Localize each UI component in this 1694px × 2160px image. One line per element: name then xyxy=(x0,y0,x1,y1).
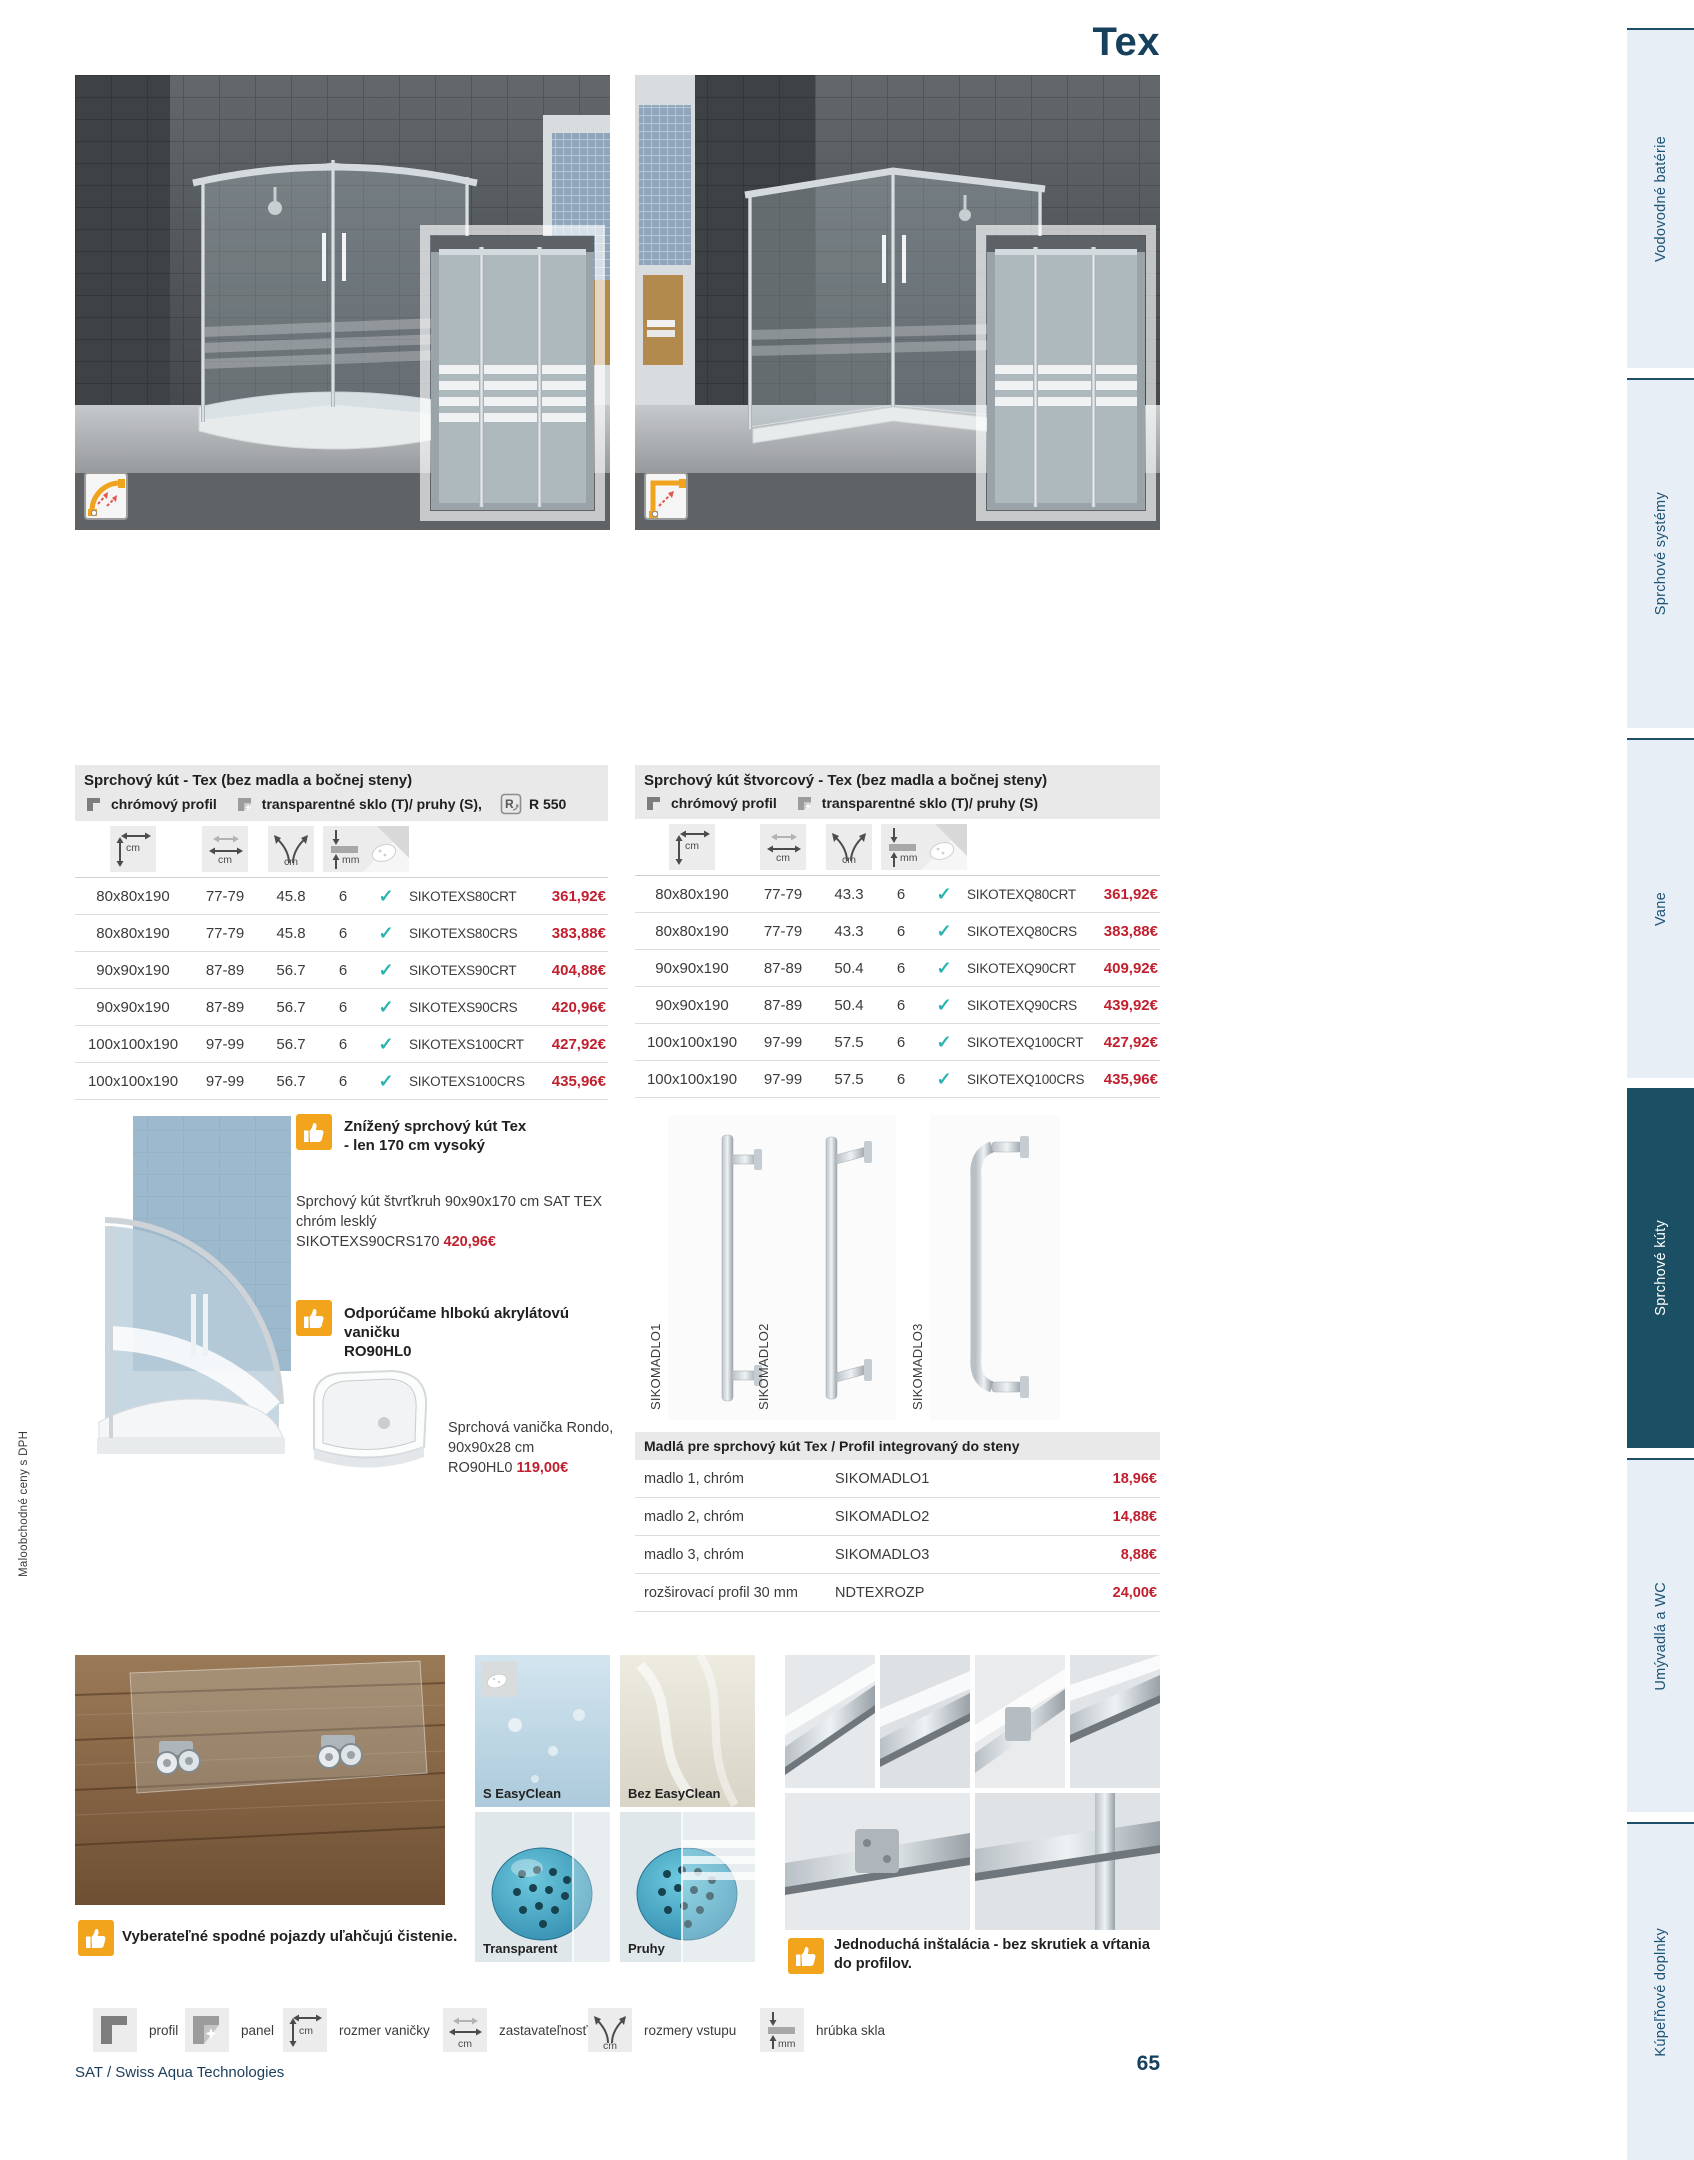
table-row xyxy=(75,878,608,915)
striped-glass-photo xyxy=(620,1812,755,1962)
promo-tray-heading: Odporúčame hlbokú akrylátovú vaničku RO90HL0 xyxy=(344,1305,570,1360)
easyclean-check: ✓ xyxy=(363,915,409,952)
product-code: SIKOTEXS80CRT xyxy=(409,878,531,915)
product-code: SIKOTEXQ90CRS xyxy=(967,987,1087,1024)
sidebar-tab-label: Vodovodné batérie xyxy=(1652,135,1669,263)
sidebar-tab-shower-enclosures-active[interactable] xyxy=(1627,1088,1694,1448)
legend-panel xyxy=(185,2008,274,2052)
inset-detail xyxy=(981,230,1151,516)
page-title: Tex xyxy=(1092,20,1160,64)
glass-thickness-icon: mm xyxy=(881,824,921,870)
table-row xyxy=(635,1574,1160,1612)
product-photo-square-shower xyxy=(635,75,1160,530)
product-code: SIKOTEXS100CRT xyxy=(409,1026,531,1063)
thickness-cell: 6 xyxy=(323,1063,363,1100)
table-block-square xyxy=(635,765,1160,1098)
tray-size-icon xyxy=(283,2008,327,2052)
profile-icon xyxy=(644,793,664,813)
product-code: SIKOTEXQ100CRT xyxy=(967,1024,1087,1061)
item-name: madlo 1, chróm xyxy=(635,1460,835,1498)
price: 361,92€ xyxy=(1087,876,1160,913)
item-name: rozširovací profil 30 mm xyxy=(635,1574,835,1612)
page-number: 65 xyxy=(1136,2052,1160,2075)
tray-size-icon: cm xyxy=(110,826,156,872)
legend-entry-size xyxy=(588,2008,736,2052)
size-cell: 100x100x190 xyxy=(635,1024,749,1061)
table-header xyxy=(75,765,608,821)
panel-icon xyxy=(235,794,255,814)
radius-icon xyxy=(500,793,522,815)
adjustability-cell: 77-79 xyxy=(749,876,817,913)
svg-text:cm: cm xyxy=(458,2038,472,2050)
sidebar-tab-washbasins-wc[interactable] xyxy=(1627,1458,1694,1812)
price: 427,92€ xyxy=(531,1026,608,1063)
easyclean-check: ✓ xyxy=(363,989,409,1026)
handles-table-block xyxy=(635,1432,1160,1612)
entry-cell: 43.3 xyxy=(817,913,881,950)
easyclean-without-label: Bez EasyClean xyxy=(628,1786,721,1801)
legend-tray-size xyxy=(283,2008,430,2052)
profile-detail-photo-4 xyxy=(1070,1655,1160,1788)
promo-short-body: Sprchový kút štvrťkruh 90x90x170 cm SAT TEX chróm lesklý SIKOTEXS90CRS170 420,96€ xyxy=(296,1194,603,1250)
thickness-cell: 6 xyxy=(323,989,363,1026)
easyclean-check: ✓ xyxy=(921,876,967,913)
product-photo-quadrant-shower xyxy=(75,75,610,530)
product-code: SIKOTEXS80CRS xyxy=(409,915,531,952)
install-note: Jednoduchá inštalácia - bez skrutiek a vŕtania do profilov. xyxy=(834,1937,1150,1972)
table-row xyxy=(635,1536,1160,1574)
thickness-cell: 6 xyxy=(881,1024,921,1061)
handles-table-title: Madlá pre sprchový kút Tex / Profil integrovaný do steny xyxy=(635,1432,1160,1460)
easyclean-with-photo xyxy=(475,1655,610,1807)
easyclean-check: ✓ xyxy=(363,1026,409,1063)
thumbs-up-icon xyxy=(788,1938,824,1974)
adjustability-cell: 77-79 xyxy=(749,913,817,950)
tray-caption: Sprchová vanička Rondo, 90x90x28 cm RO90HL0 119,00€ xyxy=(448,1420,614,1476)
table-block-quadrant xyxy=(75,765,608,1100)
rollers-note: Vyberateľné spodné pojazdy uľahčujú čistenie. xyxy=(122,1928,458,1945)
entry-cell: 56.7 xyxy=(259,952,323,989)
promo-code: SIKOTEXS90CRS170 xyxy=(296,1234,440,1250)
size-cell: 80x80x190 xyxy=(635,876,749,913)
easyclean-check: ✓ xyxy=(363,1063,409,1100)
price: 404,88€ xyxy=(531,952,608,989)
price-note-vertical: Maloobchodné ceny s DPH xyxy=(18,1430,30,1577)
price: 383,88€ xyxy=(1087,913,1160,950)
item-name: madlo 3, chróm xyxy=(635,1536,835,1574)
product-code: SIKOMADLO1 xyxy=(835,1460,1025,1498)
svg-text:cm: cm xyxy=(299,2025,313,2037)
legend-label: hrúbka skla xyxy=(816,2022,886,2038)
adjustability-cell: 97-99 xyxy=(749,1061,817,1098)
sidebar-tab-label: Umývadlá a WC xyxy=(1652,1581,1669,1691)
entry-cell: 56.7 xyxy=(259,1063,323,1100)
table-row xyxy=(75,1026,608,1063)
product-code: SIKOTEXS90CRT xyxy=(409,952,531,989)
adjustability-cell: 87-89 xyxy=(749,950,817,987)
sidebar-tab-label: Vane xyxy=(1652,892,1669,926)
size-cell: 80x80x190 xyxy=(75,878,191,915)
svg-text:mm: mm xyxy=(778,2038,796,2050)
entry-cell: 50.4 xyxy=(817,950,881,987)
price: 361,92€ xyxy=(531,878,608,915)
entry-cell: 56.7 xyxy=(259,989,323,1026)
table-row xyxy=(75,915,608,952)
adjustability-cell: 77-79 xyxy=(191,915,259,952)
thickness-cell: 6 xyxy=(323,915,363,952)
glass-thickness-icon xyxy=(760,2008,804,2052)
thickness-cell: 6 xyxy=(881,1061,921,1098)
price: 8,88€ xyxy=(1025,1536,1160,1574)
stripes-label: Pruhy xyxy=(628,1941,665,1956)
sidebar-tab-bathtubs[interactable] xyxy=(1627,738,1694,1078)
entry-cell: 57.5 xyxy=(817,1024,881,1061)
rollers-photo xyxy=(75,1655,445,1905)
table-row xyxy=(635,1498,1160,1536)
legend-profil xyxy=(93,2008,178,2052)
transparent-glass-photo xyxy=(475,1812,610,1962)
glass-thickness-icon: mm xyxy=(323,826,363,872)
svg-text:cm: cm xyxy=(603,2040,617,2052)
size-cell: 90x90x190 xyxy=(75,989,191,1026)
size-cell: 90x90x190 xyxy=(635,950,749,987)
radius-label: R 550 xyxy=(528,796,567,812)
entry-cell: 45.8 xyxy=(259,878,323,915)
adjustability-cell: 77-79 xyxy=(191,878,259,915)
price: 427,92€ xyxy=(1087,1024,1160,1061)
entry-cell: 45.8 xyxy=(259,915,323,952)
easyclean-without-photo xyxy=(620,1655,755,1807)
table-header xyxy=(635,765,1160,819)
adjustability-cell: 97-99 xyxy=(191,1063,259,1100)
thickness-cell: 6 xyxy=(881,913,921,950)
size-cell: 100x100x190 xyxy=(75,1026,191,1063)
price: 439,92€ xyxy=(1087,987,1160,1024)
legend-label: rozmery vstupu xyxy=(644,2022,737,2038)
thickness-cell: 6 xyxy=(323,952,363,989)
transparent-label: Transparent xyxy=(483,1941,558,1956)
table-row xyxy=(635,876,1160,913)
thickness-cell: 6 xyxy=(881,876,921,913)
legend-label: panel xyxy=(241,2022,275,2038)
promo-short-heading: Znížený sprchový kút Tex - len 170 cm vysoký xyxy=(344,1118,527,1154)
easyclean-with-label: S EasyClean xyxy=(483,1786,562,1801)
entry-size-icon xyxy=(588,2008,632,2052)
sidebar-tab-accessories[interactable] xyxy=(1627,1822,1694,2160)
size-cell: 100x100x190 xyxy=(635,1061,749,1098)
table-row xyxy=(635,1024,1160,1061)
adjustability-cell: 97-99 xyxy=(749,1024,817,1061)
table-row xyxy=(75,989,608,1026)
svg-text:R: R xyxy=(504,797,514,811)
thickness-cell: 6 xyxy=(323,1026,363,1063)
table-row xyxy=(75,952,608,989)
price: 420,96€ xyxy=(531,989,608,1026)
size-cell: 90x90x190 xyxy=(75,952,191,989)
profile-detail-photo-6 xyxy=(975,1793,1160,1930)
easyclean-check: ✓ xyxy=(921,950,967,987)
table-title: Sprchový kút štvorcový - Tex (bez madla a bočnej steny) xyxy=(644,772,1048,789)
product-code: SIKOTEXS90CRS xyxy=(409,989,531,1026)
table-row xyxy=(635,1061,1160,1098)
price: 383,88€ xyxy=(531,915,608,952)
profile-detail-photo-2 xyxy=(880,1655,970,1788)
thumbs-up-icon xyxy=(78,1920,114,1956)
footer-brand: SAT / Swiss Aqua Technologies xyxy=(75,2064,285,2081)
profil-icon xyxy=(93,2008,137,2052)
quadrant-diagram-icon xyxy=(85,473,127,519)
entry-cell: 57.5 xyxy=(817,1061,881,1098)
square-diagram-icon xyxy=(645,473,687,519)
thumbs-up-icon xyxy=(296,1300,332,1336)
legend-label: zastavateľnosť xyxy=(499,2022,588,2038)
entry-cell: 50.4 xyxy=(817,987,881,1024)
product-table-quadrant xyxy=(75,821,608,1100)
easyclean-check: ✓ xyxy=(921,1024,967,1061)
adjustability-cell: 87-89 xyxy=(191,952,259,989)
product-code: SIKOTEXQ80CRT xyxy=(967,876,1087,913)
easyclean-check: ✓ xyxy=(921,987,967,1024)
product-code: SIKOTEXQ100CRS xyxy=(967,1061,1087,1098)
price: 435,96€ xyxy=(1087,1061,1160,1098)
product-code: NDTEXROZP xyxy=(835,1574,1025,1612)
table-row xyxy=(635,1460,1160,1498)
profile-detail-photo-1 xyxy=(785,1655,875,1788)
table-title: Sprchový kút - Tex (bez madla a bočnej steny) xyxy=(84,772,413,789)
sidebar-tab-label: Sprchové systémy xyxy=(1652,492,1669,616)
adjustability-icon xyxy=(443,2008,487,2052)
tray-price: 119,00€ xyxy=(516,1460,569,1476)
product-code: SIKOTEXS100CRS xyxy=(409,1063,531,1100)
glass-label: transparentné sklo (T)/ pruhy (S), xyxy=(261,796,482,812)
size-cell: 90x90x190 xyxy=(635,987,749,1024)
legend-glass-thickness xyxy=(760,2008,885,2052)
legend-label: rozmer vaničky xyxy=(339,2022,430,2038)
product-code: SIKOMADLO3 xyxy=(835,1536,1025,1574)
profile-label: chrómový profil xyxy=(671,795,777,811)
glass-label: transparentné sklo (T)/ pruhy (S) xyxy=(821,795,1039,811)
tray-size-icon: cm xyxy=(669,824,715,870)
size-cell: 100x100x190 xyxy=(75,1063,191,1100)
inset-detail xyxy=(425,230,600,516)
table-row xyxy=(75,1063,608,1100)
easyclean-check: ✓ xyxy=(921,1061,967,1098)
handle-label-3: SIKOMADLO3 xyxy=(910,1323,925,1410)
table-row xyxy=(635,950,1160,987)
product-code: SIKOTEXQ80CRS xyxy=(967,913,1087,950)
promo-price: 420,96€ xyxy=(443,1234,496,1250)
handle-label-1: SIKOMADLO1 xyxy=(648,1323,663,1410)
easyclean-check: ✓ xyxy=(921,913,967,950)
adjustability-cell: 87-89 xyxy=(191,989,259,1026)
table-row xyxy=(635,987,1160,1024)
column-icons-row xyxy=(635,819,1160,876)
tray-code: RO90HL0 xyxy=(448,1460,513,1476)
legend-adjustability xyxy=(443,2008,588,2052)
profile-detail-photo-3 xyxy=(975,1655,1065,1788)
price: 435,96€ xyxy=(531,1063,608,1100)
easyclean-icon xyxy=(921,824,967,870)
tray-photo xyxy=(296,1345,441,1485)
size-cell: 80x80x190 xyxy=(635,913,749,950)
sidebar-tab-shower-systems[interactable] xyxy=(1627,378,1694,728)
easyclean-check: ✓ xyxy=(363,952,409,989)
entry-cell: 43.3 xyxy=(817,876,881,913)
product-code: SIKOMADLO2 xyxy=(835,1498,1025,1536)
size-cell: 80x80x190 xyxy=(75,915,191,952)
handles-table xyxy=(635,1460,1160,1612)
product-table-square xyxy=(635,819,1160,1098)
sidebar-tab-label: Kúpeľňové doplnky xyxy=(1652,1927,1669,2057)
profile-detail-photo-5 xyxy=(785,1793,970,1930)
item-name: madlo 2, chróm xyxy=(635,1498,835,1536)
easyclean-check: ✓ xyxy=(363,878,409,915)
handle-label-2: SIKOMADLO2 xyxy=(756,1323,771,1410)
thickness-cell: 6 xyxy=(881,987,921,1024)
entry-cell: 56.7 xyxy=(259,1026,323,1063)
profile-icon xyxy=(84,794,104,814)
price: 14,88€ xyxy=(1025,1498,1160,1536)
price: 409,92€ xyxy=(1087,950,1160,987)
table-row xyxy=(635,913,1160,950)
easyclean-icon xyxy=(363,826,409,872)
thickness-cell: 6 xyxy=(881,950,921,987)
price: 24,00€ xyxy=(1025,1574,1160,1612)
handle-photo-3 xyxy=(930,1115,1060,1420)
adjustability-cell: 87-89 xyxy=(749,987,817,1024)
handle-photo-2 xyxy=(776,1115,896,1420)
adjustability-icon: cm xyxy=(760,824,806,870)
legend-label: profil xyxy=(149,2022,179,2038)
adjustability-cell: 97-99 xyxy=(191,1026,259,1063)
adjustability-icon: cm xyxy=(202,826,248,872)
sidebar-tab-water-taps[interactable] xyxy=(1627,28,1694,368)
profile-label: chrómový profil xyxy=(111,796,217,812)
sidebar-tab-label: Sprchové kúty xyxy=(1652,1220,1669,1316)
panel-icon xyxy=(795,793,815,813)
product-code: SIKOTEXQ90CRT xyxy=(967,950,1087,987)
entry-size-icon: cm xyxy=(826,824,872,870)
column-icons-row xyxy=(75,821,608,878)
promo-shower-photo xyxy=(75,1108,291,1486)
price: 18,96€ xyxy=(1025,1460,1160,1498)
thickness-cell: 6 xyxy=(323,878,363,915)
entry-size-icon: cm xyxy=(268,826,314,872)
thumbs-up-icon xyxy=(296,1114,332,1150)
panel-icon xyxy=(185,2008,229,2052)
